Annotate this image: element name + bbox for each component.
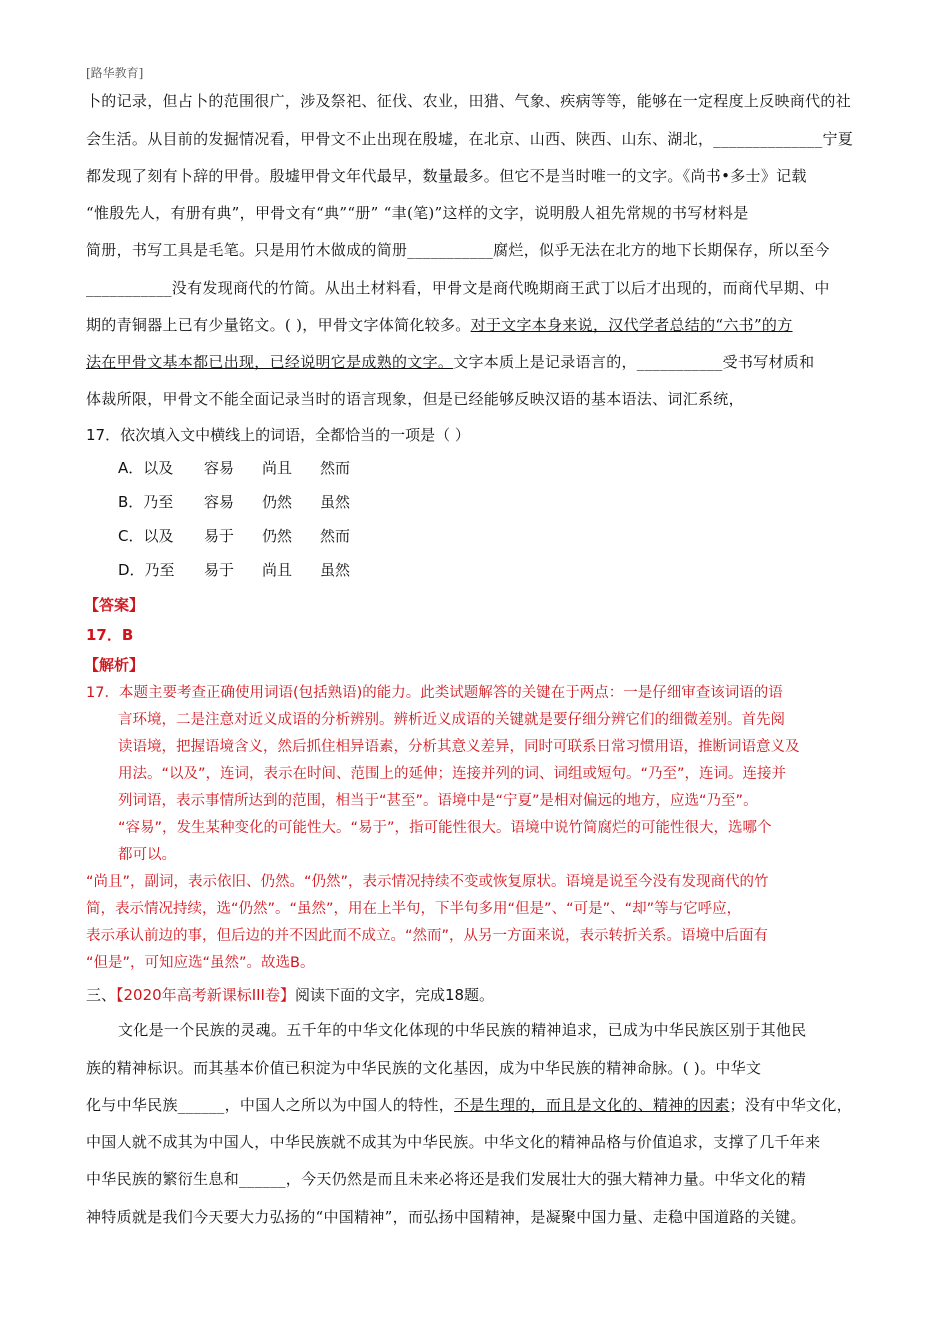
- option-a: A．以及 容易 尚且 然而: [118, 459, 351, 477]
- passage1-line: 简册，书写工具是毛笔。只是用竹木做成的简册___________腐烂，似乎无法在北方的地下长期保存，所以至今: [86, 241, 830, 259]
- analysis-line: 简，表示情况持续，选“仍然”。“虽然”，用在上半句，下半句多用“但是”、“可是”、“却”等与它呼应，: [86, 901, 742, 917]
- analysis-line: “尚且”，副词，表示依旧、仍然。“仍然”，表示情况持续不变或恢复原状。语境是说至今没有发现商代的竹: [86, 874, 769, 890]
- analysis-line: 列词语，表示事情所达到的范围，相当于“甚至”。语境中是“宁夏”是相对偏远的地方，应选“乃至”。: [118, 793, 758, 809]
- analysis-line: “但是”，可知应选“虽然”。故选B。: [86, 955, 315, 971]
- section-3-heading: 三、【2020年高考新课标III卷】阅读下面的文字，完成18题。: [86, 986, 495, 1004]
- answer-label: 【答案】: [84, 596, 145, 614]
- underlined-sentence: 不是生理的，而且是文化的、精神的因素: [454, 1096, 730, 1114]
- question-17: 17．依次填入文中横线上的词语，全都恰当的一项是（ ）: [86, 426, 470, 444]
- passage2-line: 文化是一个民族的灵魂。五千年的中华文化体现的中华民族的精神追求，已成为中华民族区别于其他民: [118, 1021, 807, 1039]
- answer-value: 17．B: [86, 626, 134, 644]
- passage1-line: ___________没有发现商代的竹简。从出土材料看，甲骨文是商代晚期商王武丁以后才出现的，而商代早期、中: [86, 279, 830, 297]
- passage2-line: 神特质就是我们今天要大力弘扬的“中国精神”，而弘扬中国精神，是凝聚中国力量、走稳中国道路的关键。: [86, 1208, 806, 1226]
- passage2-line: 中华民族的繁衍生息和______，今天仍然是而且未来必将还是我们发展壮大的强大精神力量。中华文化的精: [86, 1170, 807, 1188]
- passage1-line: 法在甲骨文基本都已出现，已经说明它是成熟的文字。文字本质上是记录语言的，___________受书写材质和: [86, 353, 815, 371]
- analysis-label: 【解析】: [84, 656, 145, 674]
- page-header: [路华教育]: [86, 66, 144, 80]
- option-d: D．乃至 易于 尚且 虽然: [118, 561, 351, 579]
- passage1-line: “惟殷先人，有册有典”，甲骨文有“典”“册” “聿(笔)”这样的文字，说明殷人祖先常规的书写材料是: [86, 204, 749, 222]
- analysis-line: 表示承认前边的事，但后边的并不因此而不成立。“然而”，从另一方面来说，表示转折关系。语境中后面有: [86, 928, 769, 944]
- passage1-line: 会生活。从目前的发掘情况看，甲骨文不止出现在殷墟，在北京、山西、陕西、山东、湖北，______________宁夏: [86, 130, 854, 148]
- analysis-line: 读语境，把握语境含义，然后抓住相异语素，分析其意义差异，同时可联系日常习惯用语，推断词语意义及: [118, 739, 800, 755]
- passage2-line: 中国人就不成其为中国人，中华民族就不成其为中华民族。中华文化的精神品格与价值追求，支撑了几千年来: [86, 1133, 821, 1151]
- passage1-line: 体裁所限，甲骨文不能全面记录当时的语言现象，但是已经能够反映汉语的基本语法、词汇系统，: [86, 390, 744, 408]
- underlined-sentence: 法在甲骨文基本都已出现，已经说明它是成熟的文字。: [86, 353, 454, 371]
- analysis-line: 17．本题主要考查正确使用词语(包括熟语)的能力。此类试题解答的关键在于两点：一是仔细审查该词语的语: [86, 685, 783, 701]
- analysis-line: “容易”，发生某种变化的可能性大。“易于”，指可能性很大。语境中说竹简腐烂的可能性很大，选哪个: [118, 820, 772, 836]
- passage2-line: 族的精神标识。而其基本价值已积淀为中华民族的文化基因，成为中华民族的精神命脉。( )。中华文: [86, 1059, 762, 1077]
- passage2-line: 化与中华民族______，中国人之所以为中国人的特性，不是生理的，而且是文化的、精神的因素；没有中华文化，: [86, 1096, 852, 1114]
- passage1-line: 卜的记录，但占卜的范围很广，涉及祭祀、征伐、农业，田猎、气象、疾病等等，能够在一定程度上反映商代的社: [86, 92, 852, 110]
- analysis-line: 用法。“以及”，连词，表示在时间、范围上的延伸；连接并列的词、词组或短句。“乃至”，连词。连接并: [118, 766, 787, 782]
- underlined-sentence: 对于文字本身来说，汉代学者总结的“六书”的方: [470, 316, 793, 334]
- analysis-line: 言环境，二是注意对近义成语的分析辨别。辨析近义成语的关键就是要仔细分辨它们的细微差别。首先阅: [118, 712, 785, 728]
- exam-source-tag: 【2020年高考新课标III卷】: [116, 986, 295, 1004]
- analysis-line: 都可以。: [118, 847, 176, 863]
- option-c: C．以及 易于 仍然 然而: [118, 527, 351, 545]
- passage1-line: 都发现了刻有卜辞的甲骨。殷墟甲骨文年代最早，数量最多。但它不是当时唯一的文字。《尚书•多士》记载: [86, 167, 807, 185]
- option-b: B．乃至 容易 仍然 虽然: [118, 493, 351, 511]
- passage1-line: 期的青铜器上已有少量铭文。( )，甲骨文字体简化较多。对于文字本身来说，汉代学者总结的“六书”的方: [86, 316, 793, 334]
